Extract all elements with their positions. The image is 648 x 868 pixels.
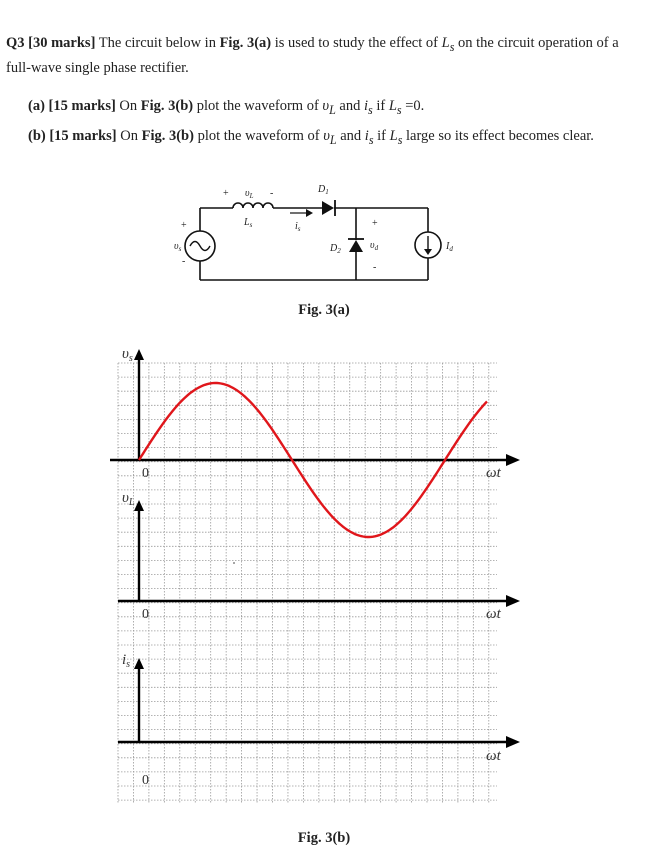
fig-3b-caption: Fig. 3(b) bbox=[297, 830, 351, 846]
svg-text:D1: $D_1$ bbox=[318, 184, 329, 196]
grid-lines bbox=[118, 363, 497, 803]
is-x-arrow bbox=[506, 736, 520, 748]
origin-label-1: 0 bbox=[142, 466, 149, 481]
origin-label-2: 0 bbox=[142, 607, 149, 622]
svg-text:-: - bbox=[373, 262, 377, 273]
vl-x-arrow bbox=[506, 595, 520, 607]
part-a: (a) [15 marks] On Fig. 3(b) plot the waveform of $\upsilon_L$ and $i_s$ if $L_s =0$. bbox=[28, 98, 425, 117]
svg-text:υs: $\upsilon_s$ bbox=[174, 241, 182, 253]
svg-text:-: - bbox=[270, 188, 274, 199]
vl-y-arrow bbox=[134, 500, 144, 511]
wt-label-2: ωt bbox=[486, 606, 501, 622]
svg-text:υd: $\upsilon_d$ bbox=[370, 240, 379, 252]
svg-text:is: $i_s$ bbox=[295, 221, 301, 233]
vs-x-arrow bbox=[506, 454, 520, 466]
fig-3a-caption: Fig. 3(a) bbox=[298, 302, 350, 318]
is-axis-label: $i_s$ bbox=[122, 652, 131, 670]
vs-axis-label: $\upsilon_s$ bbox=[122, 346, 133, 364]
svg-text:+: + bbox=[223, 188, 229, 199]
fig-ref: Fig. 3(a) bbox=[219, 35, 272, 51]
is-y-arrow bbox=[134, 658, 144, 669]
question-number: Q3 [30 marks] bbox=[6, 35, 96, 51]
wt-label-3: ωt bbox=[486, 748, 501, 764]
part-b: (b) [15 marks] On Fig. 3(b) plot the waveform of $\upsilon_L$ and $i_s$ if $L_s$ large so its effect becomes clear. bbox=[28, 128, 594, 147]
svg-text:D2: $D_2$ bbox=[330, 243, 341, 255]
svg-text:Id: $I_d$ bbox=[446, 241, 453, 253]
svg-text:Ls: $L_s$ bbox=[244, 217, 253, 229]
svg-text:-: - bbox=[182, 256, 186, 267]
origin-label-3: 0 bbox=[142, 773, 149, 788]
svg-text:υL: $\upsilon_L$ bbox=[245, 188, 254, 200]
wt-label-1: ωt bbox=[486, 465, 501, 481]
vl-axis-label: $\upsilon_L$ bbox=[122, 490, 135, 508]
question-text: Q3 [30 marks] The circuit below in Fig. 3(a) is used to study the effect of $L_s$ on the circuit operation of a full-wave single phase rectifier. bbox=[6, 35, 619, 76]
vs-y-arrow bbox=[134, 349, 144, 360]
svg-text:+: + bbox=[372, 218, 378, 229]
svg-text:+: + bbox=[181, 220, 187, 231]
